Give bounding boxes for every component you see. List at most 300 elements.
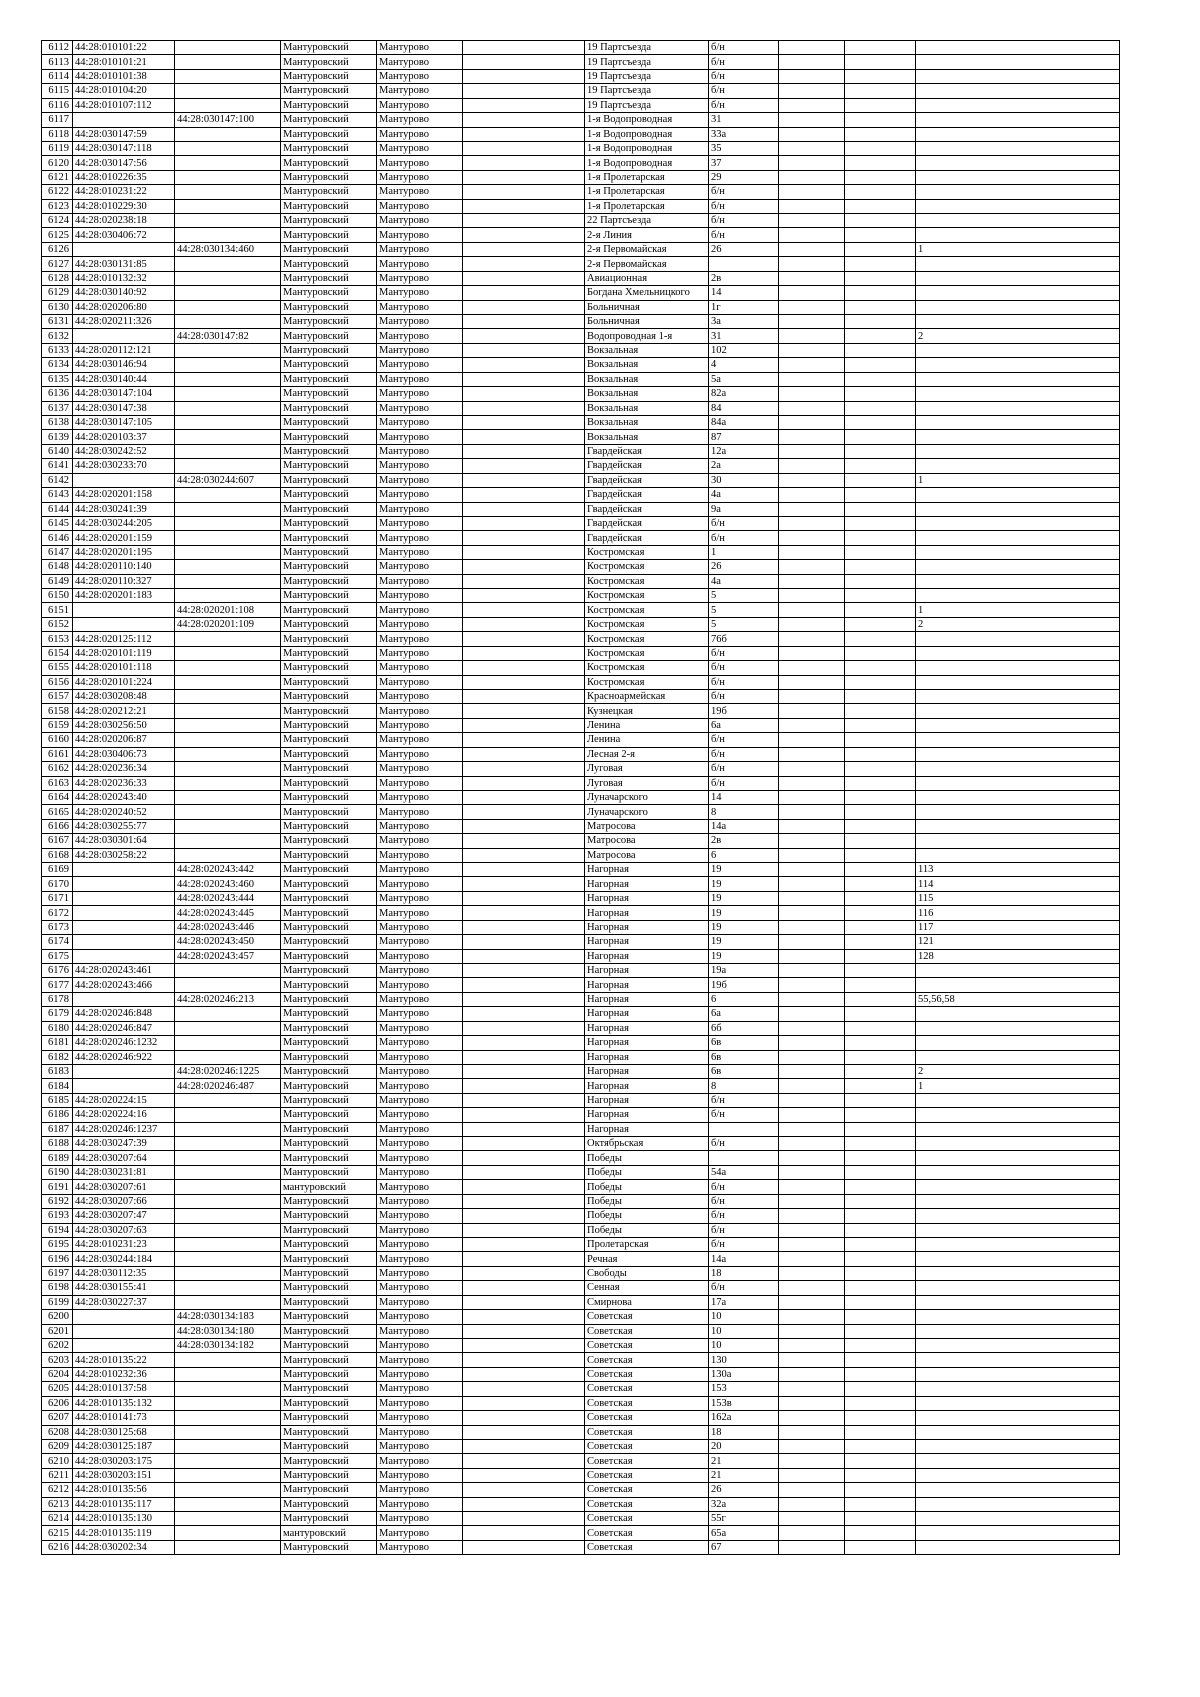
cell-district: Мантуровский (281, 358, 377, 372)
cell-row-number: 6210 (42, 1454, 73, 1468)
cell-house-number: 31 (709, 113, 779, 127)
cell-house-number: 26 (709, 242, 779, 256)
cell-locality (463, 747, 585, 761)
cell-district: Мантуровский (281, 1324, 377, 1338)
cell-house-number: б/н (709, 185, 779, 199)
cell-district: Мантуровский (281, 372, 377, 386)
cell-row-number: 6127 (42, 257, 73, 271)
cell-building (779, 704, 845, 718)
cell-structure (845, 1007, 916, 1021)
cell-locality (463, 675, 585, 689)
cell-building (779, 1151, 845, 1165)
cell-parent-cadastral-number (175, 257, 281, 271)
cell-district: Мантуровский (281, 473, 377, 487)
cell-street: 1-я Водопроводная (585, 141, 709, 155)
cell-house-number: 14а (709, 1252, 779, 1266)
table-row (42, 300, 1120, 314)
cell-apartment-number (916, 1223, 1120, 1237)
cell-settlement: Мантурово (377, 1137, 463, 1151)
cell-building (779, 603, 845, 617)
cell-settlement: Мантурово (377, 358, 463, 372)
cell-locality (463, 877, 585, 891)
cell-house-number: 20 (709, 1439, 779, 1453)
cell-row-number: 6177 (42, 978, 73, 992)
cell-row-number: 6174 (42, 935, 73, 949)
cell-building (779, 69, 845, 83)
table-row (42, 848, 1120, 862)
cell-district: Мантуровский (281, 343, 377, 357)
cell-district: Мантуровский (281, 877, 377, 891)
cell-structure (845, 949, 916, 963)
cell-parent-cadastral-number: 44:28:020243:442 (175, 863, 281, 877)
cell-cadastral-number: 44:28:030146:94 (73, 358, 175, 372)
table-row (42, 1425, 1120, 1439)
cell-structure (845, 1526, 916, 1540)
cell-parent-cadastral-number (175, 661, 281, 675)
cell-row-number: 6192 (42, 1194, 73, 1208)
cell-cadastral-number: 44:28:030203:175 (73, 1454, 175, 1468)
cell-locality (463, 98, 585, 112)
cell-structure (845, 1324, 916, 1338)
cell-district: Мантуровский (281, 1122, 377, 1136)
cell-structure (845, 69, 916, 83)
cell-cadastral-number: 44:28:020101:119 (73, 646, 175, 660)
cell-street: Костромская (585, 603, 709, 617)
cell-district: Мантуровский (281, 1396, 377, 1410)
cell-district: Мантуровский (281, 401, 377, 415)
cell-cadastral-number: 44:28:010231:23 (73, 1238, 175, 1252)
cell-street: Гвардейская (585, 459, 709, 473)
cell-row-number: 6115 (42, 84, 73, 98)
table-row (42, 545, 1120, 559)
cell-building (779, 545, 845, 559)
cell-street: Свободы (585, 1266, 709, 1280)
cell-building (779, 84, 845, 98)
table-row (42, 1151, 1120, 1165)
cell-house-number: 5 (709, 617, 779, 631)
cell-parent-cadastral-number (175, 733, 281, 747)
cell-district: Мантуровский (281, 935, 377, 949)
cell-cadastral-number: 44:28:030244:205 (73, 516, 175, 530)
cell-settlement: Мантурово (377, 1324, 463, 1338)
cell-cadastral-number: 44:28:020246:847 (73, 1021, 175, 1035)
cell-house-number: 19б (709, 704, 779, 718)
cell-locality (463, 790, 585, 804)
cell-cadastral-number: 44:28:020212:21 (73, 704, 175, 718)
cell-cadastral-number: 44:28:020236:34 (73, 762, 175, 776)
cell-structure (845, 762, 916, 776)
cell-row-number: 6186 (42, 1108, 73, 1122)
table-row (42, 401, 1120, 415)
table-row (42, 502, 1120, 516)
cell-apartment-number (916, 170, 1120, 184)
cell-parent-cadastral-number (175, 372, 281, 386)
cell-street: Ленина (585, 733, 709, 747)
cell-building (779, 300, 845, 314)
cell-house-number: 35 (709, 141, 779, 155)
cell-street: Советская (585, 1338, 709, 1352)
cell-apartment-number (916, 733, 1120, 747)
cell-district: Мантуровский (281, 776, 377, 790)
table-row (42, 444, 1120, 458)
table-row (42, 1093, 1120, 1107)
cell-house-number: б/н (709, 1194, 779, 1208)
cell-locality (463, 531, 585, 545)
cell-building (779, 1540, 845, 1554)
cell-street: 2-я Линия (585, 228, 709, 242)
cell-building (779, 1425, 845, 1439)
cell-district: Мантуровский (281, 329, 377, 343)
cell-settlement: Мантурово (377, 98, 463, 112)
cell-locality (463, 84, 585, 98)
cell-street: Нагорная (585, 1122, 709, 1136)
table-row (42, 834, 1120, 848)
cell-locality (463, 776, 585, 790)
cell-street: Вокзальная (585, 387, 709, 401)
cell-settlement: Мантурово (377, 877, 463, 891)
table-row (42, 387, 1120, 401)
cell-cadastral-number: 44:28:020238:18 (73, 214, 175, 228)
table-row (42, 805, 1120, 819)
cell-apartment-number (916, 574, 1120, 588)
cell-street: Советская (585, 1367, 709, 1381)
cell-parent-cadastral-number (175, 805, 281, 819)
cell-house-number: 21 (709, 1454, 779, 1468)
cell-apartment-number (916, 488, 1120, 502)
cell-settlement: Мантурово (377, 545, 463, 559)
cell-apartment-number: 1 (916, 473, 1120, 487)
cell-house-number: 6а (709, 718, 779, 732)
cell-apartment-number (916, 228, 1120, 242)
cell-cadastral-number (73, 877, 175, 891)
cell-locality (463, 1411, 585, 1425)
cell-street: Советская (585, 1324, 709, 1338)
cell-locality (463, 964, 585, 978)
cell-settlement: Мантурово (377, 617, 463, 631)
cell-building (779, 257, 845, 271)
cell-cadastral-number: 44:28:020112:121 (73, 343, 175, 357)
cell-settlement: Мантурово (377, 170, 463, 184)
cell-street: Лесная 2-я (585, 747, 709, 761)
cell-apartment-number (916, 1483, 1120, 1497)
cell-apartment-number (916, 1194, 1120, 1208)
cell-house-number: 12а (709, 444, 779, 458)
cell-building (779, 689, 845, 703)
cell-parent-cadastral-number (175, 1454, 281, 1468)
cell-district: Мантуровский (281, 257, 377, 271)
cell-parent-cadastral-number: 44:28:030134:180 (175, 1324, 281, 1338)
cell-structure (845, 935, 916, 949)
cell-apartment-number (916, 415, 1120, 429)
cell-row-number: 6196 (42, 1252, 73, 1266)
cell-row-number: 6146 (42, 531, 73, 545)
cell-locality (463, 1223, 585, 1237)
cell-street: 22 Партсъезда (585, 214, 709, 228)
table-row (42, 1367, 1120, 1381)
table-row (42, 1194, 1120, 1208)
cell-settlement: Мантурово (377, 1281, 463, 1295)
cell-cadastral-number (73, 863, 175, 877)
cell-locality (463, 286, 585, 300)
cell-settlement: Мантурово (377, 127, 463, 141)
cell-district: Мантуровский (281, 1512, 377, 1526)
cell-settlement: Мантурово (377, 1209, 463, 1223)
cell-street: Советская (585, 1382, 709, 1396)
cell-apartment-number (916, 560, 1120, 574)
table-row (42, 689, 1120, 703)
cell-house-number: б/н (709, 689, 779, 703)
table-row (42, 1382, 1120, 1396)
cell-row-number: 6207 (42, 1411, 73, 1425)
table-row (42, 1439, 1120, 1453)
cell-structure (845, 1036, 916, 1050)
cell-settlement: Мантурово (377, 502, 463, 516)
cell-apartment-number (916, 1512, 1120, 1526)
cell-cadastral-number: 44:28:010135:132 (73, 1396, 175, 1410)
cell-settlement: Мантурово (377, 1367, 463, 1381)
cell-settlement: Мантурово (377, 747, 463, 761)
cell-district: Мантуровский (281, 531, 377, 545)
cell-cadastral-number: 44:28:020206:87 (73, 733, 175, 747)
cell-building (779, 733, 845, 747)
cell-building (779, 891, 845, 905)
cell-district: Мантуровский (281, 271, 377, 285)
cell-row-number: 6190 (42, 1165, 73, 1179)
cell-building (779, 1007, 845, 1021)
cell-district: Мантуровский (281, 55, 377, 69)
cell-parent-cadastral-number (175, 1036, 281, 1050)
table-row (42, 141, 1120, 155)
cell-locality (463, 242, 585, 256)
cell-cadastral-number: 44:28:030147:38 (73, 401, 175, 415)
cell-parent-cadastral-number (175, 199, 281, 213)
cell-settlement: Мантурово (377, 1338, 463, 1352)
cell-settlement: Мантурово (377, 55, 463, 69)
cell-structure (845, 646, 916, 660)
cell-apartment-number (916, 387, 1120, 401)
cell-district: Мантуровский (281, 920, 377, 934)
cell-row-number: 6134 (42, 358, 73, 372)
cell-apartment-number (916, 646, 1120, 660)
cell-row-number: 6202 (42, 1338, 73, 1352)
cell-row-number: 6116 (42, 98, 73, 112)
cell-street: Вокзальная (585, 358, 709, 372)
cell-street: Нагорная (585, 1007, 709, 1021)
cell-settlement: Мантурово (377, 1382, 463, 1396)
cell-row-number: 6158 (42, 704, 73, 718)
cell-cadastral-number (73, 242, 175, 256)
cell-settlement: Мантурово (377, 1007, 463, 1021)
cell-apartment-number (916, 141, 1120, 155)
cell-apartment-number (916, 661, 1120, 675)
cell-street: Советская (585, 1310, 709, 1324)
table-row (42, 1064, 1120, 1078)
cell-district: Мантуровский (281, 387, 377, 401)
cell-house-number: 130 (709, 1353, 779, 1367)
cell-parent-cadastral-number (175, 358, 281, 372)
cell-apartment-number (916, 315, 1120, 329)
cell-structure (845, 185, 916, 199)
cell-settlement: Мантурово (377, 891, 463, 905)
table-row (42, 1396, 1120, 1410)
cell-row-number: 6208 (42, 1425, 73, 1439)
table-row (42, 574, 1120, 588)
cell-row-number: 6136 (42, 387, 73, 401)
cell-cadastral-number: 44:28:030208:48 (73, 689, 175, 703)
cell-row-number: 6209 (42, 1439, 73, 1453)
table-row (42, 935, 1120, 949)
cell-cadastral-number: 44:28:010135:130 (73, 1512, 175, 1526)
cell-district: Мантуровский (281, 516, 377, 530)
cell-cadastral-number: 44:28:010141:73 (73, 1411, 175, 1425)
cell-cadastral-number: 44:28:020110:140 (73, 560, 175, 574)
cell-parent-cadastral-number (175, 978, 281, 992)
cell-parent-cadastral-number (175, 1093, 281, 1107)
cell-locality (463, 1137, 585, 1151)
cell-structure (845, 560, 916, 574)
cell-street: Нагорная (585, 906, 709, 920)
table-row (42, 776, 1120, 790)
cell-cadastral-number: 44:28:030244:184 (73, 1252, 175, 1266)
cell-row-number: 6204 (42, 1367, 73, 1381)
cell-row-number: 6153 (42, 632, 73, 646)
cell-house-number: 76б (709, 632, 779, 646)
cell-parent-cadastral-number (175, 84, 281, 98)
cell-locality (463, 372, 585, 386)
cell-street: Нагорная (585, 935, 709, 949)
cell-parent-cadastral-number (175, 1209, 281, 1223)
cell-building (779, 531, 845, 545)
cell-street: 19 Партсъезда (585, 98, 709, 112)
cell-structure (845, 1165, 916, 1179)
cell-settlement: Мантурово (377, 1093, 463, 1107)
cell-parent-cadastral-number (175, 747, 281, 761)
cell-structure (845, 286, 916, 300)
cell-house-number: 5 (709, 603, 779, 617)
cell-settlement: Мантурово (377, 1036, 463, 1050)
cell-district: Мантуровский (281, 1238, 377, 1252)
cell-building (779, 920, 845, 934)
cell-locality (463, 819, 585, 833)
cell-building (779, 589, 845, 603)
cell-house-number (709, 1151, 779, 1165)
cell-settlement: Мантурово (377, 603, 463, 617)
cell-structure (845, 257, 916, 271)
cell-street: Советская (585, 1540, 709, 1554)
table-row (42, 55, 1120, 69)
cell-apartment-number: 2 (916, 329, 1120, 343)
cell-parent-cadastral-number (175, 1540, 281, 1554)
cell-street: 19 Партсъезда (585, 41, 709, 55)
cell-street: 1-я Водопроводная (585, 156, 709, 170)
cell-settlement: Мантурово (377, 1353, 463, 1367)
cell-parent-cadastral-number (175, 848, 281, 862)
cell-building (779, 315, 845, 329)
cell-settlement: Мантурово (377, 1165, 463, 1179)
cell-settlement: Мантурово (377, 574, 463, 588)
table-row (42, 978, 1120, 992)
cell-apartment-number (916, 718, 1120, 732)
cell-street: Победы (585, 1223, 709, 1237)
cell-settlement: Мантурово (377, 689, 463, 703)
cell-cadastral-number: 44:28:030147:118 (73, 141, 175, 155)
cell-row-number: 6130 (42, 300, 73, 314)
cell-parent-cadastral-number (175, 69, 281, 83)
cell-cadastral-number: 44:28:030207:61 (73, 1180, 175, 1194)
cell-house-number: 84а (709, 415, 779, 429)
cell-building (779, 329, 845, 343)
cell-locality (463, 329, 585, 343)
cell-row-number: 6124 (42, 214, 73, 228)
cell-district: Мантуровский (281, 819, 377, 833)
cell-row-number: 6181 (42, 1036, 73, 1050)
cell-district: Мантуровский (281, 834, 377, 848)
cell-row-number: 6214 (42, 1512, 73, 1526)
cell-settlement: Мантурово (377, 646, 463, 660)
cell-cadastral-number: 44:28:020243:466 (73, 978, 175, 992)
cell-row-number: 6167 (42, 834, 73, 848)
cell-settlement: Мантурово (377, 560, 463, 574)
cell-settlement: Мантурово (377, 69, 463, 83)
cell-district: Мантуровский (281, 1483, 377, 1497)
cell-cadastral-number (73, 329, 175, 343)
table-row (42, 790, 1120, 804)
cell-house-number: б/н (709, 55, 779, 69)
cell-structure (845, 1353, 916, 1367)
cell-cadastral-number: 44:28:030140:92 (73, 286, 175, 300)
cell-settlement: Мантурово (377, 387, 463, 401)
cell-district: Мантуровский (281, 560, 377, 574)
cell-locality (463, 1252, 585, 1266)
cell-row-number: 6176 (42, 964, 73, 978)
cell-structure (845, 689, 916, 703)
cell-settlement: Мантурово (377, 964, 463, 978)
cell-building (779, 863, 845, 877)
cell-parent-cadastral-number (175, 1483, 281, 1497)
cell-settlement: Мантурово (377, 1021, 463, 1035)
cell-parent-cadastral-number (175, 401, 281, 415)
cell-district: Мантуровский (281, 574, 377, 588)
table-row (42, 1007, 1120, 1021)
cell-building (779, 617, 845, 631)
cell-house-number: 54а (709, 1165, 779, 1179)
cell-apartment-number (916, 516, 1120, 530)
cell-structure (845, 1108, 916, 1122)
cell-cadastral-number: 44:28:020125:112 (73, 632, 175, 646)
cell-street: Луговая (585, 762, 709, 776)
cell-house-number: 9а (709, 502, 779, 516)
cell-locality (463, 646, 585, 660)
cell-house-number: 5 (709, 589, 779, 603)
cell-house-number: 19 (709, 920, 779, 934)
cell-apartment-number (916, 1454, 1120, 1468)
cell-apartment-number (916, 1238, 1120, 1252)
cell-street: Костромская (585, 574, 709, 588)
cell-locality (463, 444, 585, 458)
cell-district: Мантуровский (281, 84, 377, 98)
cell-apartment-number: 121 (916, 935, 1120, 949)
table-row (42, 762, 1120, 776)
cell-cadastral-number: 44:28:020240:52 (73, 805, 175, 819)
cell-apartment-number (916, 1050, 1120, 1064)
cell-street: Костромская (585, 560, 709, 574)
cell-row-number: 6131 (42, 315, 73, 329)
cell-locality (463, 733, 585, 747)
cell-building (779, 343, 845, 357)
cell-building (779, 430, 845, 444)
cell-apartment-number: 1 (916, 1079, 1120, 1093)
cell-street: Костромская (585, 675, 709, 689)
